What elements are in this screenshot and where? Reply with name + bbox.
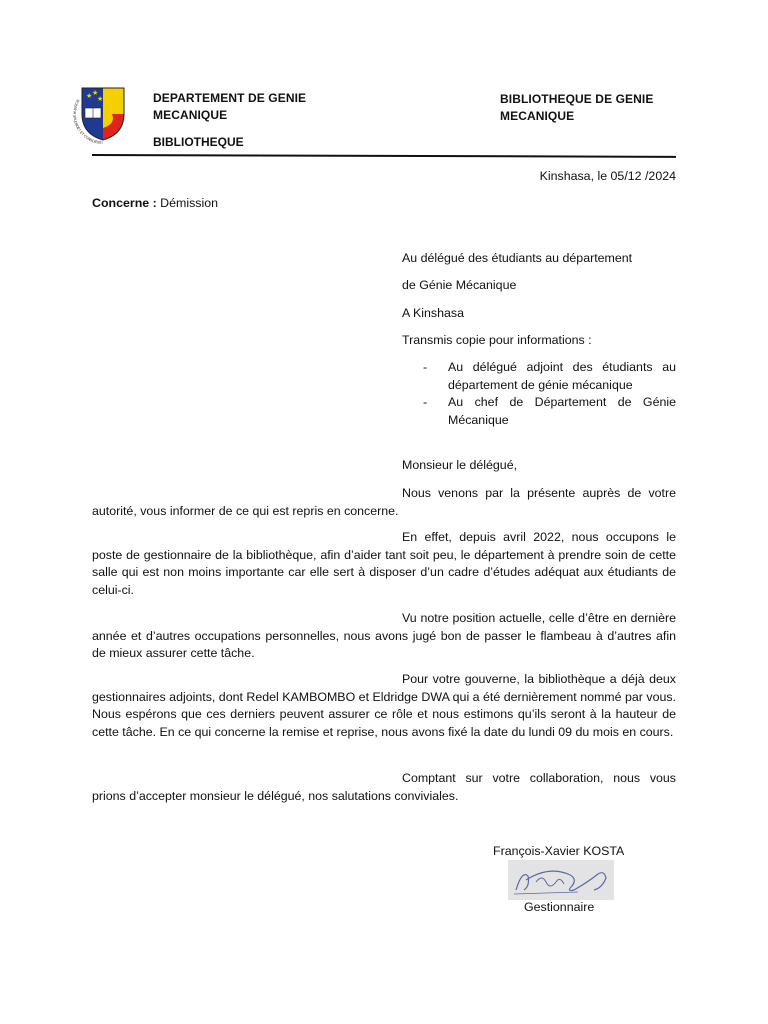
copy-list [402, 359, 676, 429]
signatory-name: François-Xavier KOSTA [493, 844, 625, 858]
body-paragraph-5: Comptant sur votre collaboration, nous vous prions d’accepter monsieur le délégué, nos salutations conviviales. [92, 771, 676, 803]
department-header [153, 90, 306, 124]
department-header-line1: DEPARTEMENT DE GENIE [153, 91, 307, 105]
dash-marker: - [423, 360, 428, 374]
subject-line [92, 195, 218, 213]
recipient-line1: Au délégué des étudiants au département [402, 251, 633, 265]
signatory-title: Gestionnaire [524, 900, 595, 914]
copy-item-2: Au chef de Département de Génie Mécanique [448, 395, 676, 427]
seal-logo-icon [72, 84, 134, 146]
body-paragraph-1: Nous venons par la présente auprès de votre autorité, vous informer de ce qui est repris en concerne. [92, 486, 676, 518]
svg-text:SCIENTIA SPLENDET ET CONSCIENT: SCIENTIA SPLENDET ET CONSCIENTI [72, 98, 103, 145]
list-item [402, 394, 676, 429]
department-seal [72, 84, 134, 146]
svg-text:★: ★ [86, 92, 93, 100]
library-header-line1: BIBLIOTHEQUE DE GENIE [500, 92, 654, 106]
subject-value: Démission [156, 196, 219, 210]
recipient-line2: de Génie Mécanique [402, 278, 517, 292]
header-divider [92, 154, 676, 158]
recipient-line3: A Kinshasa [402, 306, 464, 320]
dash-marker: - [423, 395, 428, 409]
subject-label: Concerne : [92, 196, 157, 210]
body-paragraph-2: En effet, depuis avril 2022, nous occupons le poste de gestionnaire de la bibliothèque, afin d’aider tant soit peu, le département à prendre soin de cette salle qui est non moins importante car elle sert à disposer d’un cadre d’études adéquat aux étudiants de celui-ci. [92, 530, 676, 597]
svg-text:★: ★ [92, 89, 99, 97]
svg-text:★: ★ [97, 95, 104, 103]
department-header-cut-line: BIBLIOTHEQUE [153, 135, 244, 149]
copy-item-1: Au délégué adjoint des étudiants au département de génie mécanique [448, 360, 676, 392]
body-paragraph-4: Pour votre gouverne, la bibliothèque a déjà deux gestionnaires adjoints, dont Redel KAMBOMBO et Eldridge DWA qui a été dernièrement nommé par vous. Nous espérons que ces derniers peuvent assurer ce rôle et nous estimons qu’ils seront à la hauteur de cette tâche. En ce qui concerne la remise et reprise, nous avons fixé la date du lundi 09 du mois en cours. [92, 672, 676, 739]
salutation: Monsieur le délégué, [402, 458, 518, 472]
library-header [500, 91, 653, 125]
copy-label: Transmis copie pour informations : [402, 333, 592, 347]
date-line: Kinshasa, le 05/12 /2024 [539, 169, 676, 183]
body-paragraph-3: Vu notre position actuelle, celle d’être en dernière année et d’autres occupations personnelles, nous avons jugé bon de passer le flambeau à d’autres afin de mieux assurer cette tâche. [92, 611, 676, 660]
library-header-line2: MECANIQUE [500, 109, 575, 123]
handwritten-signature-icon [508, 860, 614, 900]
signature-image [508, 860, 614, 900]
department-header-line2: MECANIQUE [153, 108, 228, 122]
list-item [402, 359, 676, 394]
